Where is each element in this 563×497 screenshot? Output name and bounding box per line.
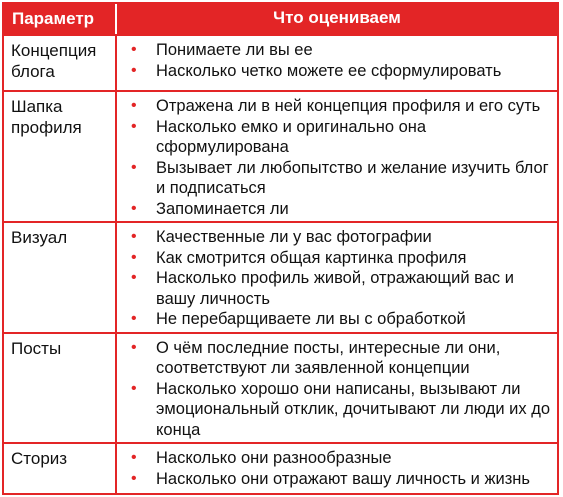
list-item [127,61,553,82]
list-item-text: Качественные ли у вас фотографии [156,228,432,246]
list-item-text: Вызывает ли любопытство и желание изучить блог и подписаться [156,158,549,197]
eval-list [127,227,553,330]
list-item [127,448,553,469]
bullet-icon: • [131,97,137,114]
header-eval: Что оцениваем [273,8,401,27]
list-item-text: Насколько хорошо они написаны, вызывают ли эмоциональный отклик, дочитывают ли люди их до конца [156,379,551,439]
list-item [127,469,553,490]
param-line: Шапка [11,97,63,116]
table-header-row [4,4,557,34]
list-item [127,248,553,269]
bullet-icon: • [131,248,137,266]
bullet-icon: • [131,228,137,245]
list-item-text: Насколько они отражают вашу личность и жизнь [156,469,531,488]
bullet-icon: • [131,41,137,58]
list-item [127,117,553,158]
table-row-stories [4,442,557,493]
list-item [127,199,553,220]
bullet-icon: • [131,269,137,286]
table-row-concept [4,34,557,90]
list-item-text: Отражена ли в ней концепция профиля и его суть [156,97,541,115]
eval-cell [117,36,557,90]
list-item [127,40,553,61]
list-item-text: Насколько четко можете ее сформулировать [156,61,502,80]
eval-cell [117,444,557,493]
eval-cell [117,92,557,221]
list-item [127,379,553,441]
eval-list [127,448,553,489]
list-item [127,96,553,117]
list-item [127,309,553,330]
evaluation-table [2,2,559,495]
header-param: Параметр [4,4,117,34]
bullet-icon: • [131,338,137,356]
bullet-icon: • [131,117,137,135]
bullet-icon: • [131,61,137,79]
bullet-icon: • [131,158,137,176]
param-cell [4,92,117,221]
eval-list [127,40,553,81]
param-line: Визуал [11,228,68,247]
param-line: профиля [11,118,82,137]
param-cell [4,223,117,332]
bullet-icon: • [131,199,137,217]
eval-cell [117,334,557,443]
list-item-text: Не перебарщиваете ли вы с обработкой [156,310,466,328]
table-row-visual [4,221,557,332]
eval-list [127,338,553,441]
bullet-icon: • [131,449,137,466]
list-item-text: Понимаете ли вы ее [156,41,313,59]
bullet-icon: • [131,469,137,487]
list-item-text: Насколько профиль живой, отражающий вас и вашу личность [156,269,514,308]
param-cell [4,444,117,493]
list-item-text: Как смотрится общая картинка профиля [156,248,467,267]
list-item [127,227,553,248]
list-item-text: Запоминается ли [156,199,289,218]
list-item-text: Насколько емко и оригинально она сформулирована [156,117,427,156]
param-cell [4,334,117,443]
param-line: Сториз [11,449,68,468]
param-line: блога [11,62,55,81]
list-item [127,268,553,309]
param-line: Концепция [11,41,97,60]
list-item-text: Насколько они разнообразные [156,449,392,467]
table-row-posts [4,332,557,443]
list-item [127,158,553,199]
list-item-text: О чём последние посты, интересные ли они, соответствуют ли заявленной концепции [156,338,501,377]
param-line: Посты [11,338,62,358]
bullet-icon: • [131,310,137,327]
eval-list [127,96,553,219]
param-cell [4,36,117,90]
bullet-icon: • [131,379,137,397]
table-row-header-profile [4,90,557,221]
eval-cell [117,223,557,332]
list-item [127,338,553,379]
